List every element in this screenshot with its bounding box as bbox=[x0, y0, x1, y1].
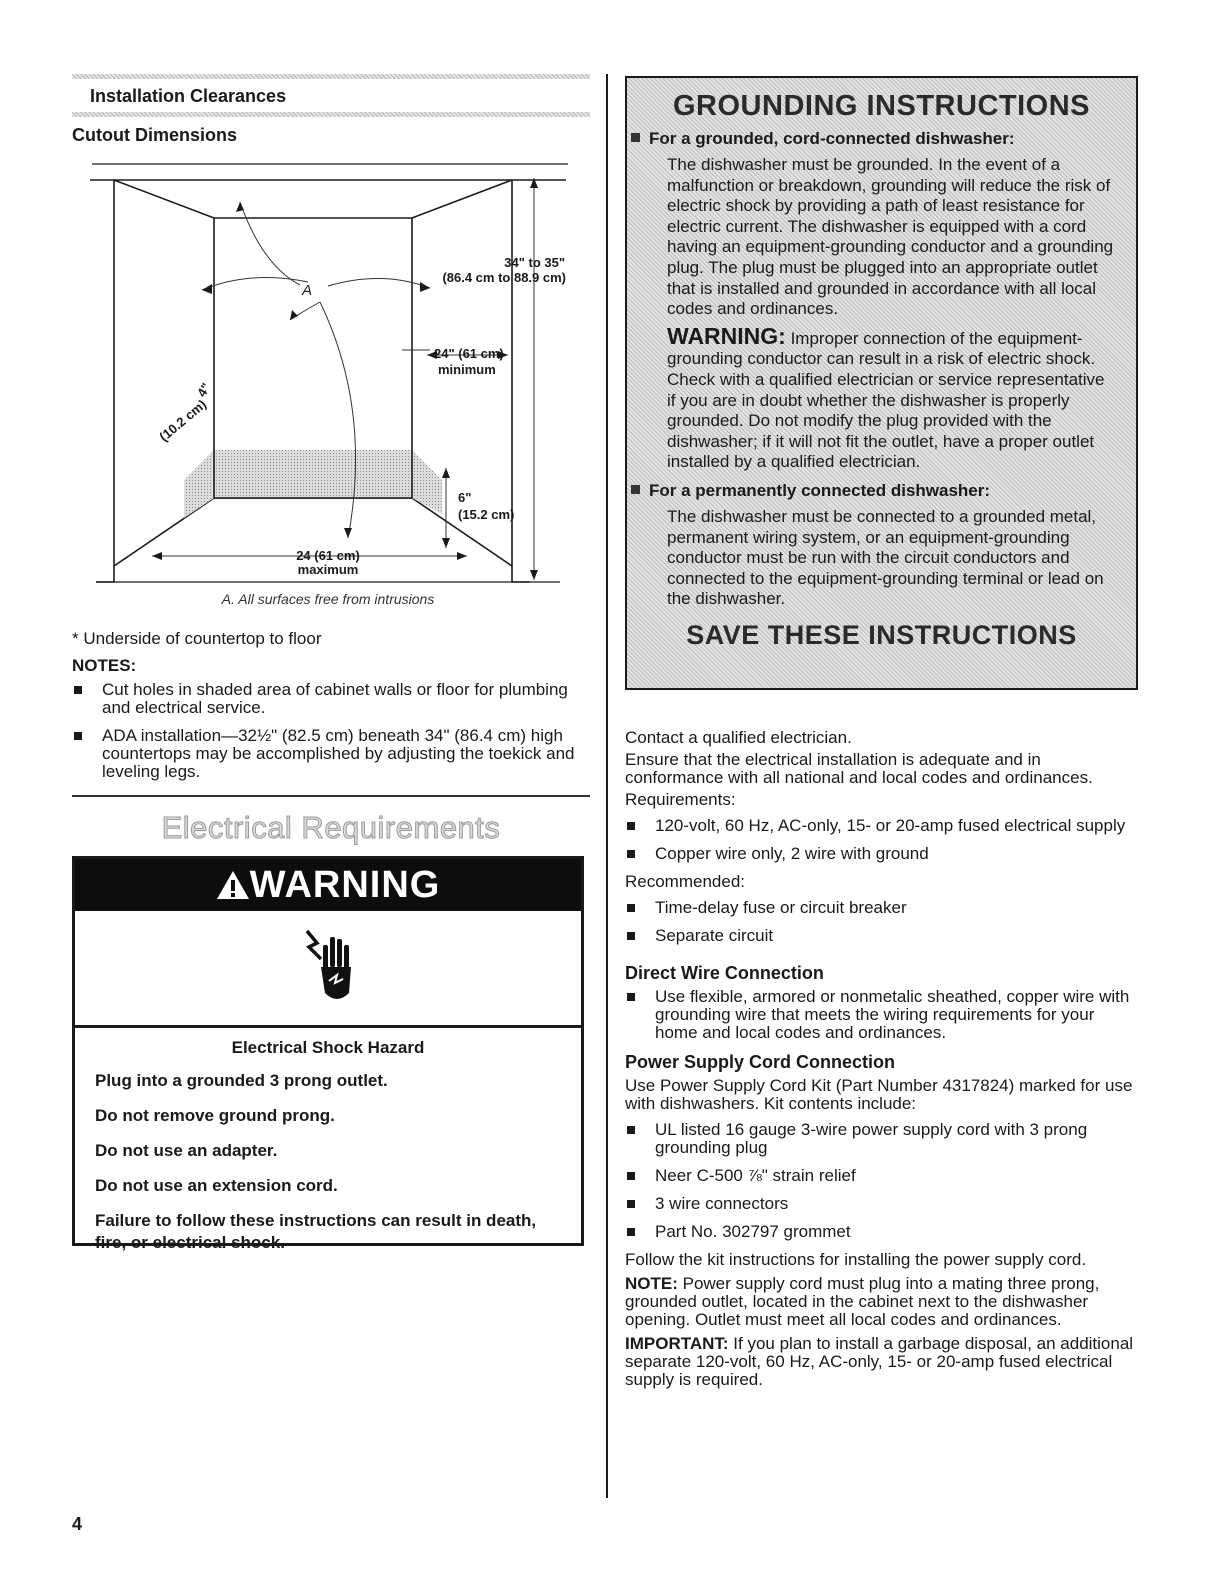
grounding-warning-word: WARNING: bbox=[667, 322, 786, 349]
warning-lines bbox=[75, 1070, 581, 1254]
diagram-label-floor-1: 6" bbox=[458, 490, 472, 505]
grounding-warning bbox=[667, 322, 1114, 473]
electric-shock-hand-icon bbox=[303, 923, 359, 1013]
recommended-list bbox=[625, 899, 1140, 945]
grounding-box bbox=[625, 76, 1138, 690]
footnote: * Underside of countertop to floor bbox=[72, 629, 322, 648]
recommended-item: Time-delay fuse or circuit breaker bbox=[625, 899, 1140, 917]
electrical-requirements-heading: Electrical Requirements bbox=[161, 810, 501, 845]
important-label: IMPORTANT: bbox=[625, 1334, 729, 1353]
page-number: 4 bbox=[72, 1514, 83, 1534]
diagram-label-depth-1: 24" (61 cm) bbox=[434, 346, 504, 361]
notes-heading: NOTES: bbox=[72, 656, 137, 675]
direct-wire-heading: Direct Wire Connection bbox=[625, 963, 824, 983]
electrical-divider bbox=[72, 795, 590, 797]
warning-line: Do not remove ground prong. bbox=[95, 1106, 335, 1125]
column-divider bbox=[606, 74, 608, 1498]
warning-line: Failure to follow these instructions can result in death, fire, or electrical shock. bbox=[95, 1211, 537, 1252]
section-bar-top bbox=[72, 74, 590, 79]
grounding-para-permanent: The dishwasher must be connected to a grounded metal, permanent wiring system, or an equipment-grounding conductor must be run with the circuit conductors and connected to the equipment-grounding terminal or lead on the dishwasher. bbox=[667, 506, 1104, 609]
diagram-label-width-2: maximum bbox=[297, 562, 359, 577]
contact-electrician: Contact a qualified electrician. bbox=[625, 728, 852, 747]
diagram-callout-a: A bbox=[302, 282, 313, 299]
diagram-label-floor-2: (15.2 cm) bbox=[458, 507, 515, 522]
direct-wire-list bbox=[625, 988, 1140, 1042]
important-paragraph bbox=[625, 1335, 1140, 1389]
requirement-item: 120-volt, 60 Hz, AC-only, 15- or 20-amp fused electrical supply bbox=[625, 817, 1140, 835]
diagram-caption: A. All surfaces free from intrusions bbox=[221, 591, 435, 607]
note-item: ADA installation—32½" (82.5 cm) beneath 34" (86.4 cm) high countertops may be accomplished by adjusting the toekick and leveling legs. bbox=[72, 727, 592, 781]
warning-title: WARNING bbox=[249, 864, 441, 906]
warning-line: Do not use an extension cord. bbox=[95, 1176, 338, 1195]
notes-list bbox=[72, 681, 592, 791]
warning-line: Do not use an adapter. bbox=[95, 1141, 278, 1160]
power-supply-intro: Use Power Supply Cord Kit (Part Number 4317824) marked for use with dishwashers. Kit contents include: bbox=[625, 1076, 1133, 1113]
kit-item: UL listed 16 gauge 3-wire power supply cord with 3 prong grounding plug bbox=[625, 1121, 1140, 1157]
requirements-list bbox=[625, 817, 1140, 863]
requirement-item: Copper wire only, 2 wire with ground bbox=[625, 845, 1140, 863]
requirements-label: Requirements: bbox=[625, 790, 736, 809]
warning-line: Plug into a grounded 3 prong outlet. bbox=[95, 1071, 388, 1090]
ensure-installation: Ensure that the electrical installation is adequate and in conformance with all national and local codes and ordinances. bbox=[625, 750, 1093, 787]
warning-box bbox=[72, 856, 584, 1252]
warning-triangle-icon bbox=[216, 870, 250, 900]
kit-item: Neer C-500 ⅞" strain relief bbox=[625, 1167, 1140, 1185]
direct-wire-item: Use flexible, armored or nonmetalic sheathed, copper wire with grounding wire that meets the wiring requirements for your home and local codes and ordinances. bbox=[625, 988, 1140, 1042]
shaded-area bbox=[184, 450, 442, 518]
cutout-diagram bbox=[72, 150, 592, 620]
grounding-sub-cord: For a grounded, cord-connected dishwasher: bbox=[627, 129, 1114, 149]
diagram-label-depth-2: minimum bbox=[438, 362, 496, 377]
diagram-label-side-2: (10.2 cm) bbox=[156, 396, 210, 445]
right-body bbox=[625, 729, 1140, 1393]
hazard-title: Electrical Shock Hazard bbox=[231, 1038, 425, 1057]
grounding-sub-permanent: For a permanently connected dishwasher: bbox=[627, 481, 1114, 501]
shock-icon-area bbox=[75, 911, 581, 1028]
save-instructions: SAVE THESE INSTRUCTIONS bbox=[686, 619, 1077, 650]
recommended-item: Separate circuit bbox=[625, 927, 1140, 945]
installation-clearances-heading: Installation Clearances bbox=[90, 86, 287, 106]
important-text: If you plan to install a garbage disposal, an additional separate 120-volt, 60 Hz, AC-only, 15- or 20-amp fused electrical supply is required. bbox=[625, 1334, 1134, 1389]
note-paragraph bbox=[625, 1275, 1140, 1329]
recommended-label: Recommended: bbox=[625, 872, 746, 891]
diagram-label-width-1: 24 (61 cm) bbox=[296, 548, 360, 563]
grounding-warning-text: Improper connection of the equipment-grounding conductor can result in a risk of electric shock. Check with a qualified electrician or service representative if you are in doubt whether the dishwasher is properly grounded. Do not modify the plug provided with the dishwasher; if it will not fit the outlet, have a proper outlet installed by a qualified electrician. bbox=[667, 328, 1105, 472]
follow-kit: Follow the kit instructions for installing the power supply cord. bbox=[625, 1250, 1087, 1269]
kit-item: Part No. 302797 grommet bbox=[625, 1223, 1140, 1241]
kit-item: 3 wire connectors bbox=[625, 1195, 1140, 1213]
diagram-label-side-1: 4" bbox=[193, 380, 214, 400]
note-item: Cut holes in shaded area of cabinet walls or floor for plumbing and electrical service. bbox=[72, 681, 592, 717]
kit-list bbox=[625, 1121, 1140, 1241]
grounding-title: GROUNDING INSTRUCTIONS bbox=[673, 90, 1090, 122]
diagram-label-height-1: 34" to 35" bbox=[504, 255, 565, 270]
note-text: Power supply cord must plug into a mating three prong, grounded outlet, located in the cabinet next to the dishwasher opening. Outlet must meet all local codes and ordinances. bbox=[625, 1274, 1100, 1329]
warning-banner bbox=[75, 859, 581, 911]
cutout-dimensions-heading: Cutout Dimensions bbox=[72, 125, 237, 145]
power-supply-heading: Power Supply Cord Connection bbox=[625, 1052, 896, 1072]
grounding-para-cord: The dishwasher must be grounded. In the event of a malfunction or breakdown, grounding will reduce the risk of electric shock by providing a path of least resistance for electric current. The dishwasher is equipped with a cord having an equipment-grounding conductor and a grounding plug. The plug must be plugged into an appropriate outlet that is installed and grounded in accordance with all local codes and ordinances. bbox=[667, 155, 1114, 319]
note-label: NOTE: bbox=[625, 1274, 678, 1293]
diagram-label-height-2: (86.4 cm to 88.9 cm) bbox=[442, 270, 566, 285]
section-bar-bottom bbox=[72, 112, 590, 117]
